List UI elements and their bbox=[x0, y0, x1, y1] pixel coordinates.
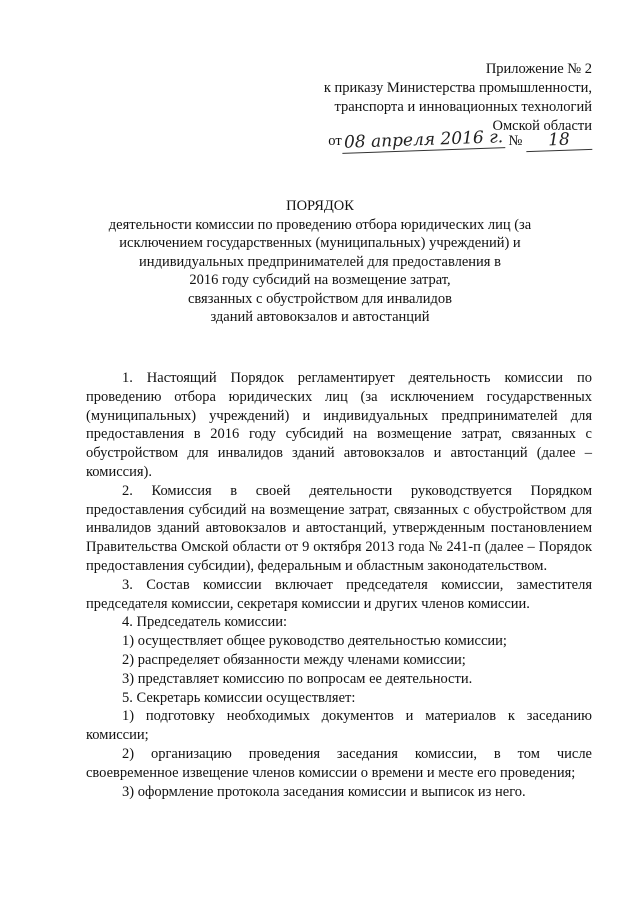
list-item-4-3: 3) представляет комиссию по вопросам ее деятельности. bbox=[122, 670, 473, 687]
list-item-4-2: 2) распределяет обязанности между членами комиссии; bbox=[122, 651, 466, 668]
subtitle-line: 2016 году субсидий на возмещение затрат, bbox=[189, 272, 451, 288]
title-heading: ПОРЯДОК bbox=[286, 198, 354, 214]
paragraph-4: 4. Председатель комиссии: bbox=[122, 614, 288, 631]
paragraph-2: 2. Комиссия в своей деятельности руководствуется Порядком предоставления субсидий на возмещение затрат, связанных с обустройством для инвалидов зданий автовокзалов и автостанций, утвержденным постановлением Правительства Омской области от 9 октября 2013 года № 241-п (далее – Порядок предоставления субсидии), федеральным и областным законодательством. bbox=[86, 482, 592, 574]
subtitle-line: деятельности комиссии по проведению отбора юридических лиц (за bbox=[108, 216, 532, 233]
appendix-title: Приложение № 2 bbox=[485, 61, 592, 77]
order-reference bbox=[328, 127, 592, 153]
document-body bbox=[86, 369, 592, 801]
appendix-line: к приказу Министерства промышленности, bbox=[323, 80, 592, 96]
subtitle-line: исключением государственных (муниципальных) учреждений) и bbox=[119, 235, 521, 251]
appendix-line: Омской области bbox=[492, 118, 592, 134]
order-date-handwritten: 08 апреля 2016 г. bbox=[341, 128, 505, 154]
list-item-4-1: 1) осуществляет общее руководство деятельностью комиссии; bbox=[122, 633, 507, 650]
paragraph-3: 3. Состав комиссии включает председателя комиссии, заместителя председателя комиссии, секретаря комиссии и других членов комиссии. bbox=[86, 576, 592, 612]
order-number-label: № bbox=[508, 133, 523, 149]
order-prefix: от bbox=[328, 133, 342, 149]
paragraph-1: 1. Настоящий Порядок регламентирует деятельность комиссии по проведению отбора юридических лиц (за исключением государственных (муниципальных) учреждений) и индивидуальных предпринимателей для предоставления в 2016 году субсидий на возмещение затрат, связанных с обустройством для инвалидов зданий автовокзалов и автостанций (далее – комиссия). bbox=[86, 370, 592, 480]
document-title bbox=[100, 197, 540, 327]
subtitle-line: связанных с обустройством для инвалидов bbox=[187, 290, 453, 307]
subtitle-line: индивидуальных предпринимателей для предоставления в bbox=[139, 253, 501, 270]
appendix-line: транспорта и инновационных технологий bbox=[334, 99, 592, 115]
list-item-5-2: 2) организацию проведения заседания комиссии, в том числе своевременное извещение членов комиссии о времени и месте его проведения; bbox=[86, 745, 592, 781]
order-number-handwritten: 18 bbox=[526, 130, 593, 152]
appendix-header bbox=[324, 60, 592, 136]
paragraph-5: 5. Секретарь комиссии осуществляет: bbox=[122, 689, 356, 706]
list-item-5-1: 1) подготовку необходимых документов и материалов к заседанию комиссии; bbox=[86, 708, 592, 744]
list-item-5-3: 3) оформление протокола заседания комиссии и выписок из него. bbox=[122, 783, 526, 800]
subtitle-line: зданий автовокзалов и автостанций bbox=[210, 309, 430, 325]
